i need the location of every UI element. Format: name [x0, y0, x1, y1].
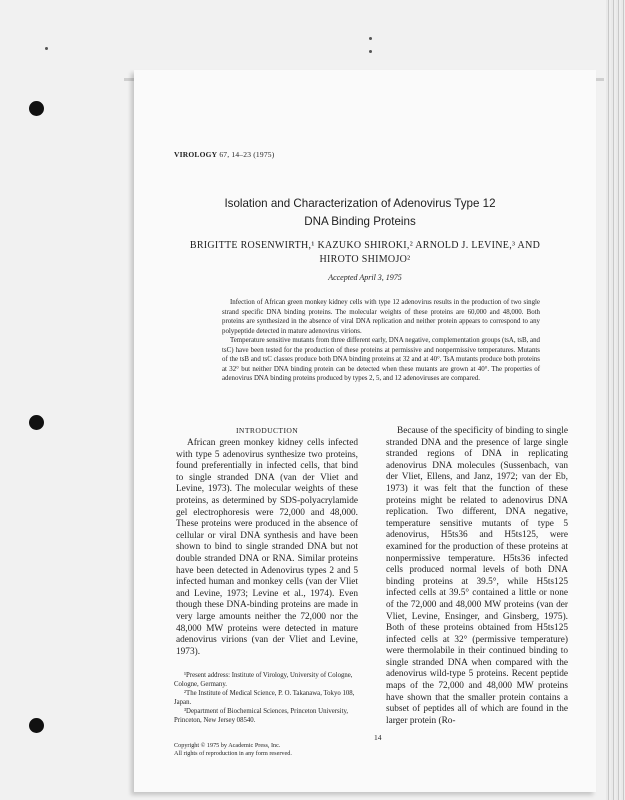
footnote: ¹Present address: Institute of Virology, University of Cologne, Cologne, Germany.	[174, 672, 353, 688]
footnotes	[174, 672, 366, 727]
right-column	[386, 426, 568, 727]
journal-citation	[174, 150, 274, 159]
section-heading: INTRODUCTION	[236, 426, 299, 435]
journal-issue: 67, 14–23 (1975)	[219, 150, 275, 159]
abstract	[222, 298, 540, 384]
authors-line1: BRIGITTE ROSENWIRTH,¹ KAZUKO SHIROKI,² ARNOLD J. LEVINE,³ AND	[189, 240, 541, 251]
abstract-paragraph: Temperature sensitive mutants from three different early, DNA negative, complementation groups (tsA, tsB, and tsC) have been tested for the production of these proteins at permissive and nonpermissive temperatures. Mutants of the tsB and tsC classes produce both DNA binding proteins at 32 and at 40°. TsA mutants produce both proteins at 32° but neither DNA binding protein can be detected when these mutants are grown at 40°. The properties of adenovirus DNA binding proteins produced by types 2, 5, and 12 adenoviruses are compared.	[222, 337, 540, 382]
body-paragraph: African green monkey kidney cells infected with type 5 adenovirus synthesize two proteins, found preferentially in infected cells, that bind to single stranded DNA (van der Vliet and Levine, 1973). The molecular weights of these proteins, as determined by SDS-polyacrylamide gel electrophoresis were 72,000 and 48,000. These proteins were produced in the absence of cellular or viral DNA synthesis and have been shown to bind to single stranded DNA but not double stranded DNA or RNA. Similar proteins have been detected in Adenovirus types 2 and 5 infected human and monkey cells (van der Vliet and Levine, 1973; Levine et al., 1974). Even though these DNA-binding proteins are made in very large amounts neither the 72,000 nor the 48,000 MW proteins were detected in mature adenovirus virions (van der Vliet and Levine, 1973).	[176, 438, 358, 657]
punch-hole	[29, 101, 44, 116]
abstract-paragraph: Infection of African green monkey kidney cells with type 12 adenovirus results in the production of two single strand specific DNA binding proteins. The molecular weights of these proteins are 60,000 and 48,000. Both proteins are synthesized in the absence of viral DNA replication and neither protein appears to correspond to any polypeptide detected in mature adenovirus virions.	[222, 299, 540, 335]
article-title-line2: DNA Binding Proteins	[304, 215, 416, 228]
scan-speck	[369, 37, 372, 40]
journal-name: VIROLOGY	[174, 150, 218, 159]
scan-edge-stripes	[606, 0, 625, 800]
copyright-line: All rights of reproduction in any form reserved.	[174, 750, 292, 757]
punch-hole	[29, 718, 44, 733]
scan-speck	[45, 47, 48, 50]
left-column	[176, 438, 358, 658]
accepted-date: Accepted April 3, 1975	[328, 273, 402, 282]
footnote: ²The Institute of Medical Science, P. O. Takanawa, Tokyo 108, Japan.	[174, 690, 355, 706]
footnote: ³Department of Biochemical Sciences, Princeton University, Princeton, New Jersey 08540.	[174, 708, 349, 724]
copyright-line: Copyright © 1975 by Academic Press, Inc.	[174, 742, 281, 749]
article-title-line1: Isolation and Characterization of Adenovirus Type 12	[224, 197, 496, 210]
copyright-notice	[174, 742, 292, 758]
body-paragraph: Because of the specificity of binding to single stranded DNA and the presence of large single stranded regions of DNA in replicating adenovirus DNA molecules (Sussenbach, van der Vliet, Ellens, and Janz, 1972; van der Eb, 1973) it was felt that the function of these proteins might be related to adenovirus DNA replication. Two different, DNA negative, temperature sensitive mutants of type 5 adenovirus, H5ts36 and H5ts125, were examined for the production of these proteins at nonpermissive temperature. H5ts36 infected cells produced normal levels of both DNA binding proteins at 39.5°, while H5ts125 infected cells at 39.5° contained a little or none of the 72,000 and 48,000 MW proteins (van der Vliet, Levine, Ensinger, and Ginsberg, 1975). Both of these proteins obtained from H5ts125 infected cells at 32° (permissive temperature) were thermolabile in their continued binding to single stranded DNA when compared with the adenovirus wild-type 5 proteins. Recent peptide maps of the 72,000 and 48,000 MW proteins have shown that the smaller protein contains a subset of peptides all of which are found in the larger protein (Ro-	[386, 426, 568, 726]
page-number: 14	[374, 733, 382, 742]
authors-line2: HIROTO SHIMOJO²	[319, 254, 411, 265]
punch-hole	[29, 415, 44, 430]
scan-speck	[369, 50, 372, 53]
